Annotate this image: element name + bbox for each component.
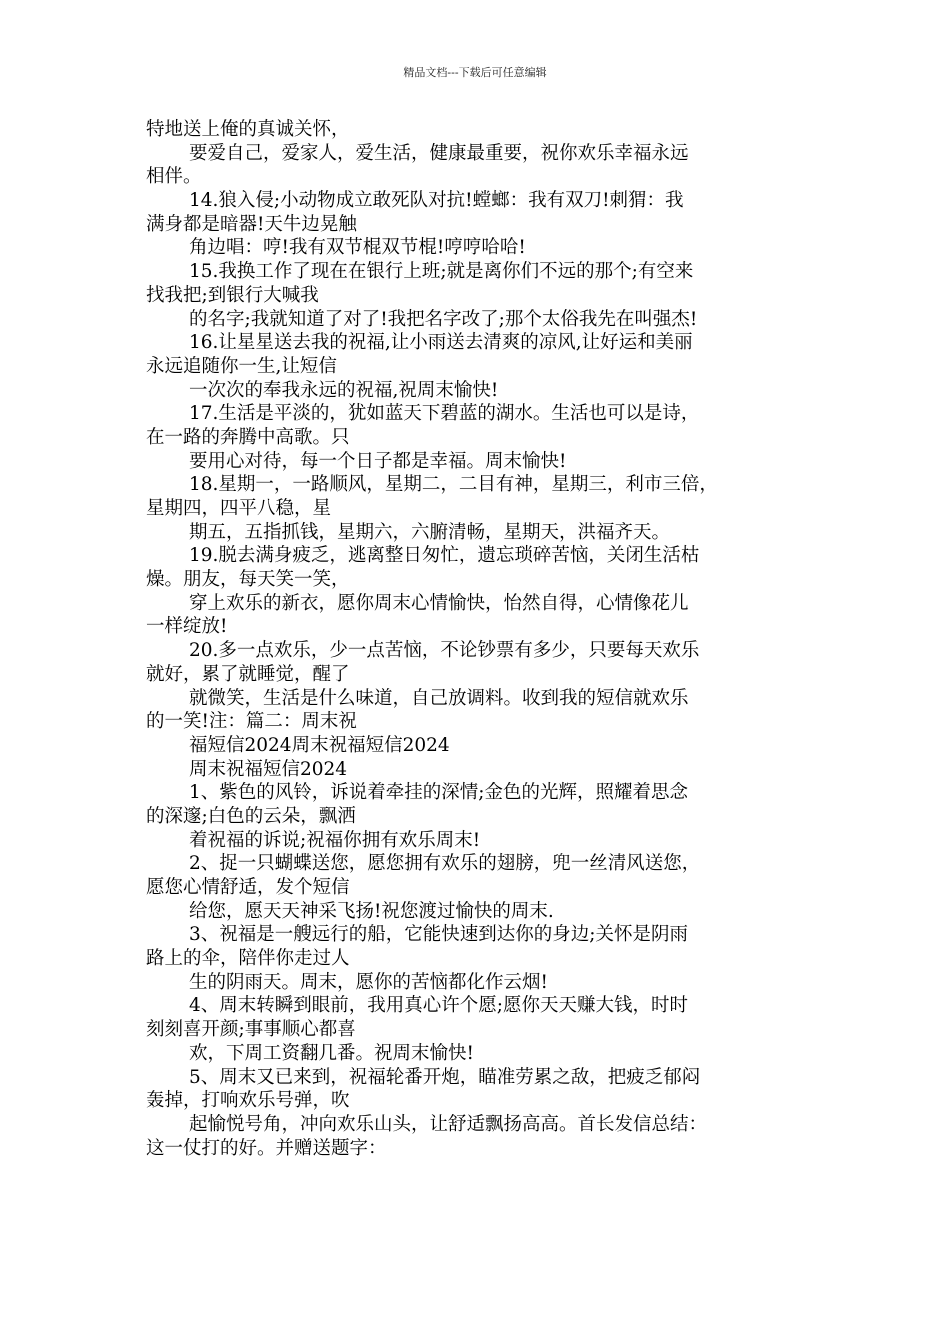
text-line: 燥。朋友，每天笑一笑， [146,569,350,591]
page-header: 精品文档---下载后可任意编辑 [403,66,547,79]
text-line: 要用心对待，每一个日子都是幸福。周末愉快! [189,450,567,472]
text-line: 相伴。 [146,166,202,188]
text-line: 福短信2024周末祝福短信2024 [189,734,450,756]
text-line: 永远追随你一生,让短信 [146,355,337,377]
text-line: 15.我换工作了现在在银行上班;就是离你们不远的那个;有空来 [189,261,694,283]
text-line: 的一笑!注：篇二：周末祝 [146,711,357,733]
text-line: 星期四，四平八稳，星 [146,498,332,519]
text-line: 刻刻喜开颜;事事顺心都喜 [146,1019,356,1041]
text-line: 周末祝福短信2024 [189,758,348,780]
text-line: 一次次的奉我永远的祝福,祝周末愉快! [189,379,499,401]
document-body [146,118,814,1160]
text-line: 5、周末又已来到，祝福轮番开炮，瞄准劳累之敌，把疲乏郁闷 [189,1066,701,1088]
text-line: 17.生活是平淡的，犹如蓝天下碧蓝的湖水。生活也可以是诗， [189,403,700,425]
text-line: 一样绽放! [146,616,228,638]
text-line: 穿上欢乐的新衣，愿你周末心情愉快，怡然自得，心情像花儿 [189,592,689,614]
text-line: 生的阴雨天。周末，愿你的苦恼都化作云烟! [189,971,548,993]
text-line: 的深邃;白色的云朵，飘洒 [146,805,356,827]
text-line: 轰掉，打响欢乐号弹，吹 [146,1090,350,1112]
text-line: 16.让星星送去我的祝福,让小雨送去清爽的凉风,让好运和美丽 [189,332,693,354]
text-line: 14.狼入侵;小动物成立敢死队对抗!螳螂：我有双刀!刺猬：我 [189,190,684,212]
text-line: 3、祝福是一艘远行的船，它能快速到达你的身边;关怀是阴雨 [189,924,689,946]
text-line: 要爱自己，爱家人，爱生活，健康最重要，祝你欢乐幸福永远 [189,142,689,164]
text-line: 欢，下周工资翻几番。祝周末愉快! [189,1042,474,1064]
text-line: 特地送上俺的真诚关怀， [146,119,350,140]
text-line: 着祝福的诉说;祝福你拥有欢乐周末! [189,829,481,851]
text-line: 给您，愿天天神采飞扬!祝您渡过愉快的周末. [189,900,554,922]
text-line: 起愉悦号角，冲向欢乐山头，让舒适飘扬高高。首长发信总结： [189,1113,708,1135]
text-line: 就好，累了就睡觉，醒了 [146,663,350,685]
text-line: 路上的伞，陪伴你走过人 [146,948,350,970]
text-line: 18.星期一，一路顺风，星期二，二目有神，星期三，利市三倍， [189,474,718,496]
text-line: 满身都是暗器!天牛边晃触 [146,213,357,235]
text-line: 19.脱去满身疲乏，逃离整日匆忙，遗忘琐碎苦恼，关闭生活枯 [189,545,700,567]
text-line: 就微笑，生活是什么味道，自己放调料。收到我的短信就欢乐 [189,687,689,709]
text-line: 的名字;我就知道了对了!我把名字改了;那个太俗我先在叫强杰! [189,308,698,330]
text-line: 20.多一点欢乐，少一点苦恼，不论钞票有多少，只要每天欢乐 [189,640,700,662]
text-line: 1、紫色的风铃，诉说着牵挂的深情;金色的光辉，照耀着思念 [189,782,689,804]
text-line: 找我把;到银行大喊我 [146,284,319,306]
text-line: 期五，五指抓钱，星期六，六腑清畅，星期天，洪福齐天。 [189,521,671,543]
text-line: 这一仗打的好。并赠送题字： [146,1137,387,1159]
text-line: 2、捉一只蝴蝶送您，愿您拥有欢乐的翅膀，兜一丝清风送您， [189,853,701,875]
text-line: 角边唱：哼!我有双节棍双节棍!哼哼哈哈! [189,237,526,259]
text-line: 4、周末转瞬到眼前，我用真心许个愿;愿你天天赚大钱，时时 [189,995,689,1017]
text-line: 在一路的奔腾中高歌。只 [146,426,350,448]
text-line: 愿您心情舒适，发个短信 [146,877,350,898]
